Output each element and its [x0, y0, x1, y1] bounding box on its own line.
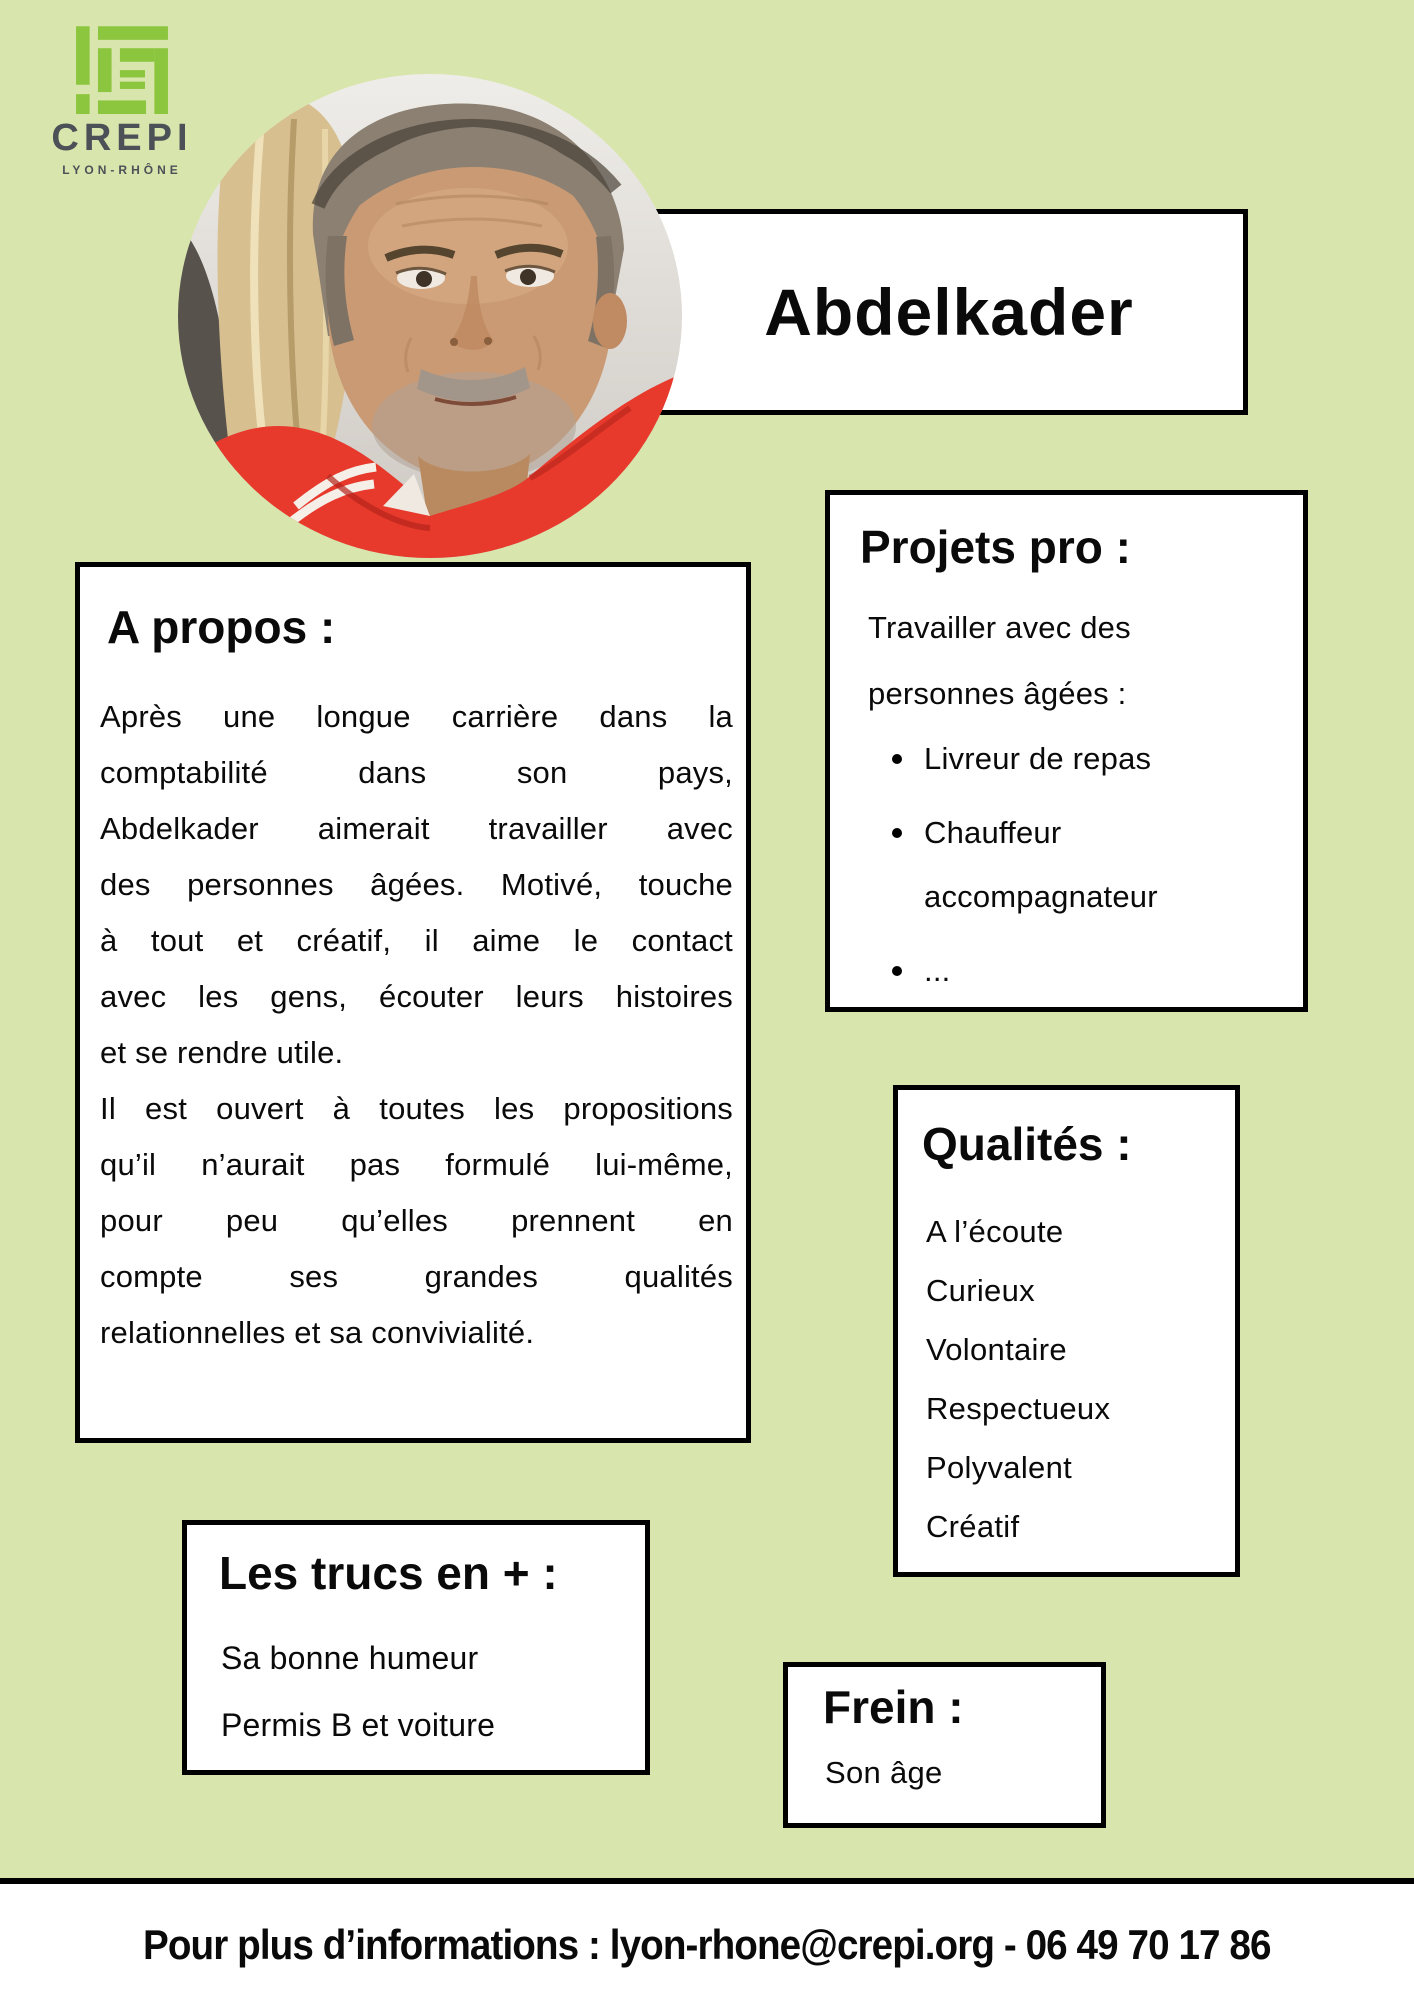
about-line: comptabilité dans son pays,	[100, 755, 733, 790]
list-item: Polyvalent	[926, 1450, 1073, 1485]
list-item: Créatif	[926, 1509, 1020, 1544]
projects-section	[825, 490, 1308, 1012]
qualities-title: Qualités :	[922, 1118, 1132, 1170]
list-item: Respectueux	[926, 1391, 1111, 1426]
about-line: Après une longue carrière dans la	[100, 699, 733, 734]
about-line: avec les gens, écouter leurs histoires	[100, 979, 733, 1014]
bullet-icon	[892, 828, 902, 838]
about-section	[75, 562, 751, 1443]
list-item: A l’écoute	[926, 1214, 1064, 1249]
list-item	[892, 801, 1262, 929]
list-item: Volontaire	[926, 1332, 1067, 1367]
about-title: A propos :	[107, 601, 336, 653]
projects-title: Projets pro :	[860, 521, 1131, 573]
bullet-label: Chauffeur accompagnateur	[924, 815, 1158, 914]
about-body	[100, 689, 733, 1361]
projects-bullet-list	[892, 727, 1262, 1013]
bullet-icon	[892, 966, 902, 976]
about-line: qu’il n’aurait pas formulé lui-même,	[100, 1147, 733, 1182]
about-line: Il est ouvert à toutes les propositions	[100, 1091, 733, 1126]
about-line: compte ses grandes qualités	[100, 1259, 733, 1294]
person-name: Abdelkader	[764, 275, 1134, 349]
about-line: Abdelkader aimerait travailler avec	[100, 811, 733, 846]
list-item	[892, 939, 1262, 1003]
bullet-icon	[892, 754, 902, 764]
about-line: à tout et créatif, il aime le contact	[100, 923, 733, 958]
about-line: et se rendre utile.	[100, 1035, 344, 1070]
about-line: pour peu qu’elles prennent en	[100, 1203, 733, 1238]
extras-section	[182, 1520, 650, 1775]
about-line: relationnelles et sa convivialité.	[100, 1315, 535, 1350]
bullet-label: ...	[924, 953, 951, 988]
logo-brand-text: CREPI	[51, 117, 193, 159]
list-item: Sa bonne humeur	[221, 1640, 479, 1676]
qualities-section	[893, 1085, 1240, 1577]
list-item: Permis B et voiture	[221, 1707, 496, 1743]
about-line: des personnes âgées. Motivé, touche	[100, 867, 733, 902]
list-item: Curieux	[926, 1273, 1035, 1308]
contact-info: Pour plus d’informations : lyon-rhone@crepi.org - 06 49 70 17 86	[143, 1921, 1271, 1968]
qualities-list	[926, 1202, 1110, 1556]
bullet-label: Livreur de repas	[924, 741, 1152, 776]
extras-title: Les trucs en + :	[219, 1547, 558, 1599]
brake-section	[783, 1662, 1106, 1828]
extras-list	[221, 1625, 495, 1759]
brake-title: Frein :	[823, 1681, 964, 1733]
logo-region-text: LYON-RHÔNE	[62, 163, 182, 177]
brake-text: Son âge	[825, 1755, 943, 1790]
portrait-photo	[178, 74, 682, 558]
list-item	[892, 727, 1262, 791]
contact-footer	[0, 1878, 1414, 2000]
projects-intro: Travailler avec des personnes âgées :	[868, 610, 1131, 711]
